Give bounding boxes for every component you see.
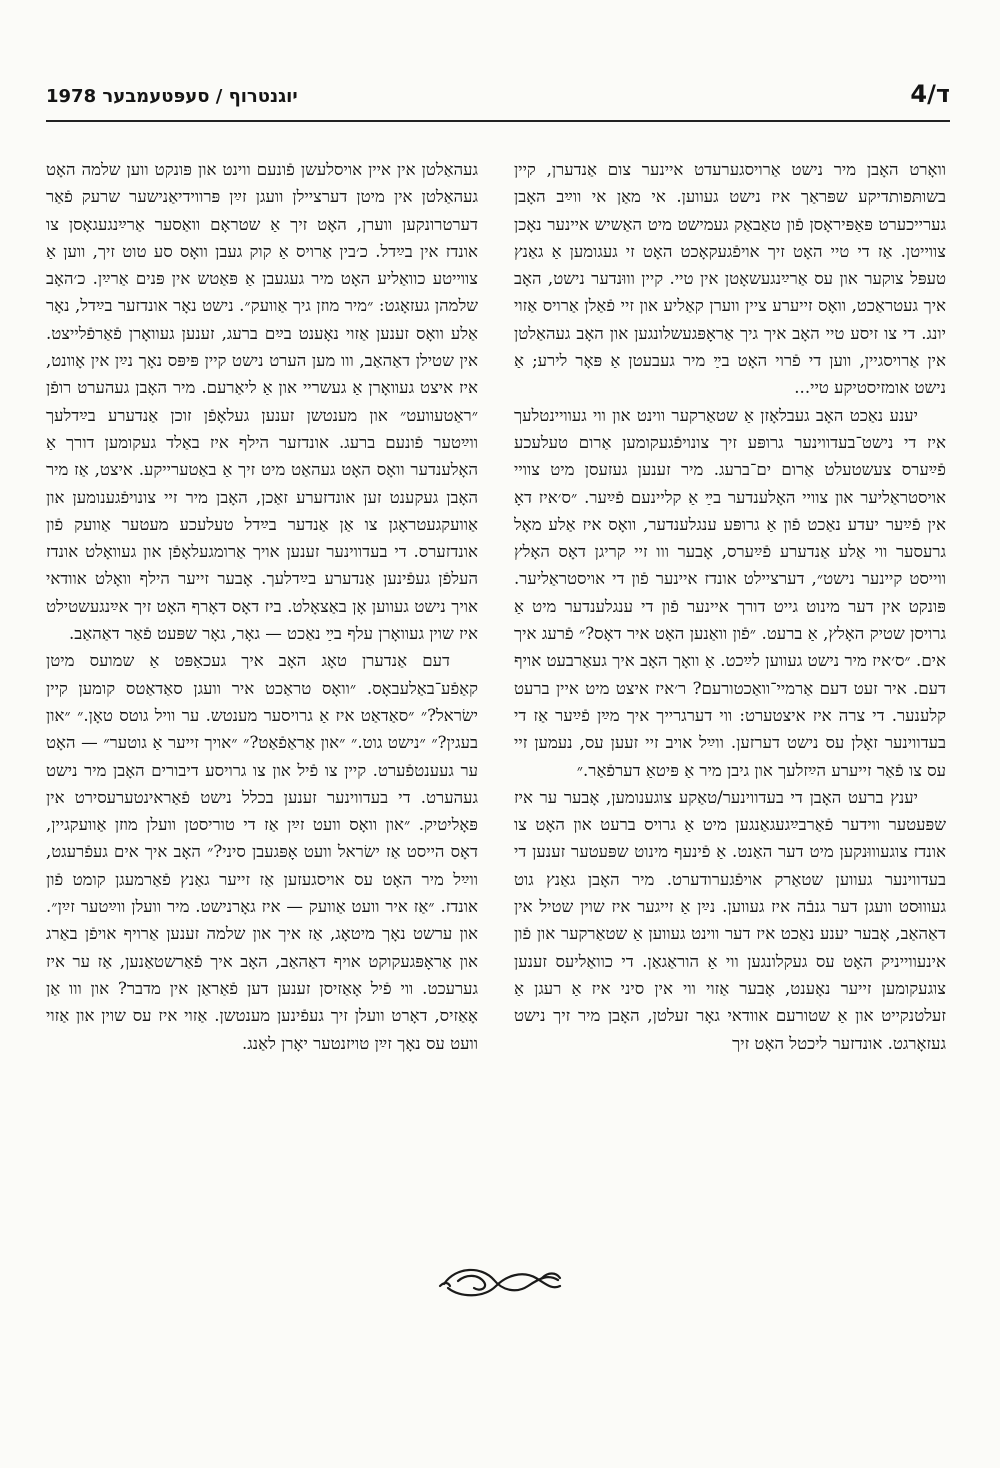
text-column-right bbox=[514, 156, 946, 1238]
paragraph: געהאַלטן אין איין אויסלעשן פֿונעם ווינט און פּונקט ווען שלמה האָט געהאַלטן אין מיטן דערציילן וועגן זײַן פּרווידיאַנישער שרעק פֿאַר דערטרונקען ווערן, האָט זיך אַ שטראָם וואַסער אַרײַנגעגאָסן צו אונדז אין בײַדל. כ׳בין אַרויס אַ קוק געבן וואָס סע טוט זיך, ווען אַ צווייטע כוואַליע האָט מיר געגעבן אַ פּאַטש אין פּנים אַרײַן. כ׳האָב שלמהן געזאָגט: ״מיר מוזן גיך אַוועק״. נישט נאָר אונדזער בײַדל, נאָר אַלע וואָס זענען אַזוי נאָענט בײַם ברעג, זענען געוואָרן פֿאַרפֿלייצט. אין שטילן דאַהאַב, ווו מען הערט נישט קיין פּיפּס נאָך נײַן אין אָוונט, איז איצט געוואָרן אַ געשריי און אַ ליאַרעם. מיר האָבן געהערט רופֿן ״ראַטעוועט״ און מענטשן זענען געלאָפֿן זוכן אַנדערע בײַדלעך ווײַטער פֿונעם ברעג. אונדזער הילף איז באַלד געקומען דורך אַ האָלענדער וואָס האָט געהאַט מיט זיך אַ באַטערייקע. איצט, אַז מיר האָבן געקענט זען אונדזערע זאַכן, האָבן מיר זיי צונויפֿגענומען און אַוועקגעטראָגן צו אַן אַנדער בײַדל טעלעכע מעטער אַוועק פֿון אונדזערס. די בעדווינער זענען אויך אַרומגעלאָפֿן און געוואָלט אונדז העלפֿן געפֿינען אַנדערע בײַדלעך. אָבער זייער הילף וואָלט אוודאי אויך נישט געווען אָן באַצאָלט. ביז דאָס דאָרף האָט זיך אײַנגעשטילט איז שוין געוואָרן עלף בײַ נאַכט — גאָר, גאָר שפּעט פֿאַר דאַהאַב. bbox=[46, 160, 478, 644]
flourish-ornament-icon bbox=[436, 1260, 566, 1302]
text-column-left bbox=[46, 156, 478, 1238]
paragraph: דעם אַנדערן טאָג האָב איך געכאַפּט אַ שמועס מיטן קאַפֿע־באַלעבאָס. ״וואָס טראַכט איר וועגן סאַדאַטס קומען קיין ישׂראל?״ ״סאַדאַט איז אַ גרויסער מענטש. ער וויל גוטס טאָן.״ ״און בעגין?״ ״נישט גוט.״ ״און אַראַפֿאַט?״ ״אויך זייער אַ גוטער״ — האָט ער געענטפֿערט. קיין צו פֿיל און צו גרויסע דיבורים האָבן מיר נישט געהערט. די בעדווינער זענען בכלל נישט פֿאַראינטערעסירט אין פּאָליטיק. ״און וואָס וועט זײַן אַז די טוריסטן וועלן מוזן אַוועקגיין, דאָס הייסט אַז ישׂראל וועט אָפּגעבן סיני?״ האָב איך אים געפֿרעגט, ווײַל מיר האָט עס אויסגעזען אַז זייער גאַנץ פֿאַרמעגן קומט פֿון אונדז. ״אַז איר וועט אַוועק — איז גאָרנישט. מיר וועלן ווײַטער זײַן״. און ערשט נאָך מיטאָג, אַז איך און שלמה זענען אַרויף אויפֿן באַרג און אַראָפּגעקוקט אויף דאַהאַב, האָב איך פֿאַרשטאַנען, אַז ער איז גערעכט. ווי פֿיל אָאַזיסן זענען דען פֿאַראַן אין מדבר? און ווו אַן אָאַזיס, דאָרט וועלן זיך געפֿינען מענטשן. אַזוי איז עס שוין און אַזוי וועט עס נאָך זײַן טויזנטער יאָרן לאַנג. bbox=[46, 651, 478, 1053]
paragraph: יענע נאַכט האָב געבלאָזן אַ שטאַרקער ווינט און ווי געוויינטלעך איז די נישט־בעדווינער גרופּע זיך צונויפֿגעקומען אַרום טעלעכע פֿײַערס צעשטעלט אַרום ים־ברעג. מיר זענען געזעסן מיט צוויי אויסטראַליער און צוויי האָלענדער בײַ אַ קליינעם פֿײַער. ״ס׳איז דאָ אין פֿײַער יעדע נאַכט פֿון אַ גרופּע ענגלענדער, וואָס איז אַלע מאָל גרעסער ווי אַלע אַנדערע פֿײַערס, אָבער ווו זיי קריגן דאָס האָלץ ווייסט קיינער נישט״, דערציילט אונדז איינער פֿון די אויסטראַליער. פּונקט אין דער מינוט גייט דורך איינער פֿון די ענגלענדער מיט אַ גרויסן שטיק האָלץ, אַ ברעט. ״פֿון וואַנען האָט איר דאָס?״ פֿרעג איך אים. ״ס׳איז מיר נישט געווען לײַכט. אַ וואָך האָב איך געאַרבעט אויף דעם. איר זעט דעם אַרמיי־וואַכטורעם? ר׳איז איצט מיט איין ברעט קלענער. די צרה איז איצטערט: ווי דערגרייך איך מײַן פֿײַער אַז די בעדווינער זאָלן עס נישט דערזען. ווײַל אויב זיי זעען עס, נעמען זיי עס צו פֿאַר זייערע הײַזלעך און גיבן מיר אַ פּיטאַ דערפֿאַר.״ bbox=[514, 405, 946, 780]
paragraph: וואָרט האָבן מיר נישט אַרויסגערעדט איינער צום אַנדערן, קיין בשותּפותדיקע שפּראַך איז נישט געווען. אי מאַן אי ווײַב האָבן גערייכערט פּאַפּיראָסן פֿון טאַבאַק געמישט מיט האַשיש איינער נאָכן צווייטן. אַז די טיי האָט זיך אויפֿגעקאָכט האָט זי געגומען אַ גאַנץ טעפּל צוקער און עס אַרײַנגעשאָטן אין טיי. קיין וווּנדער נישט, האָב איך געטראַכט, וואָס זייערע ציין ווערן קאַליע און זיי פֿאַלן אַרויס אַזוי יונג. די צו זיסע טיי האָב איך גיך אַראָפּגעשלונגען און האָב געהאַלטן אין אַרויסגיין, ווען די פֿרוי האָט בײַ מיר געבעטן אַ פּאָר לירע; אַ נישט אומזיסטיקע טיי... bbox=[514, 160, 946, 398]
running-header: יוגנטרוף / סעפּטעמבער 1978 bbox=[46, 86, 298, 107]
paragraph: יענץ ברעט האָבן די בעדווינער/טאַקע צוגענומען, אָבער ער איז שפּעטער ווידער פֿאַרבײַגעגאַנגען מיט אַ גרויס ברעט און האָט צו אונדז צוגעוווּנקען מיט דער האַנט. אַ פֿינעף מינוט שפּעטער זענען די בעדווינער געווען שטאַרק אויפֿגערודערט. מיר האָבן גאַנץ גוט געוווּסט וועגן דער גנבֿה איז געווען. נײַן אַ זייגער איז שוין שטיל אין דאַהאַב, אָבער יענע נאַכט איז דער ווינט געווען אַ שטאַרקער און פֿון אינעווייניק האָט עס געקלונגען ווי אַ הוראַגאַן. די כוואַליעס זענען צוגעקומען זייער נאָענט, אָבער אַזוי ווי אין סיני איז אַ רעגן אַ זעלטנקייט און אַ שטורעם אוודאי גאָר זעלטן, האָבן מיר זיך נישט געזאָרגט. אונדזער ליכטל האָט זיך bbox=[514, 787, 946, 1053]
header-rule bbox=[46, 120, 950, 122]
page-number: ד/4 bbox=[910, 80, 950, 108]
